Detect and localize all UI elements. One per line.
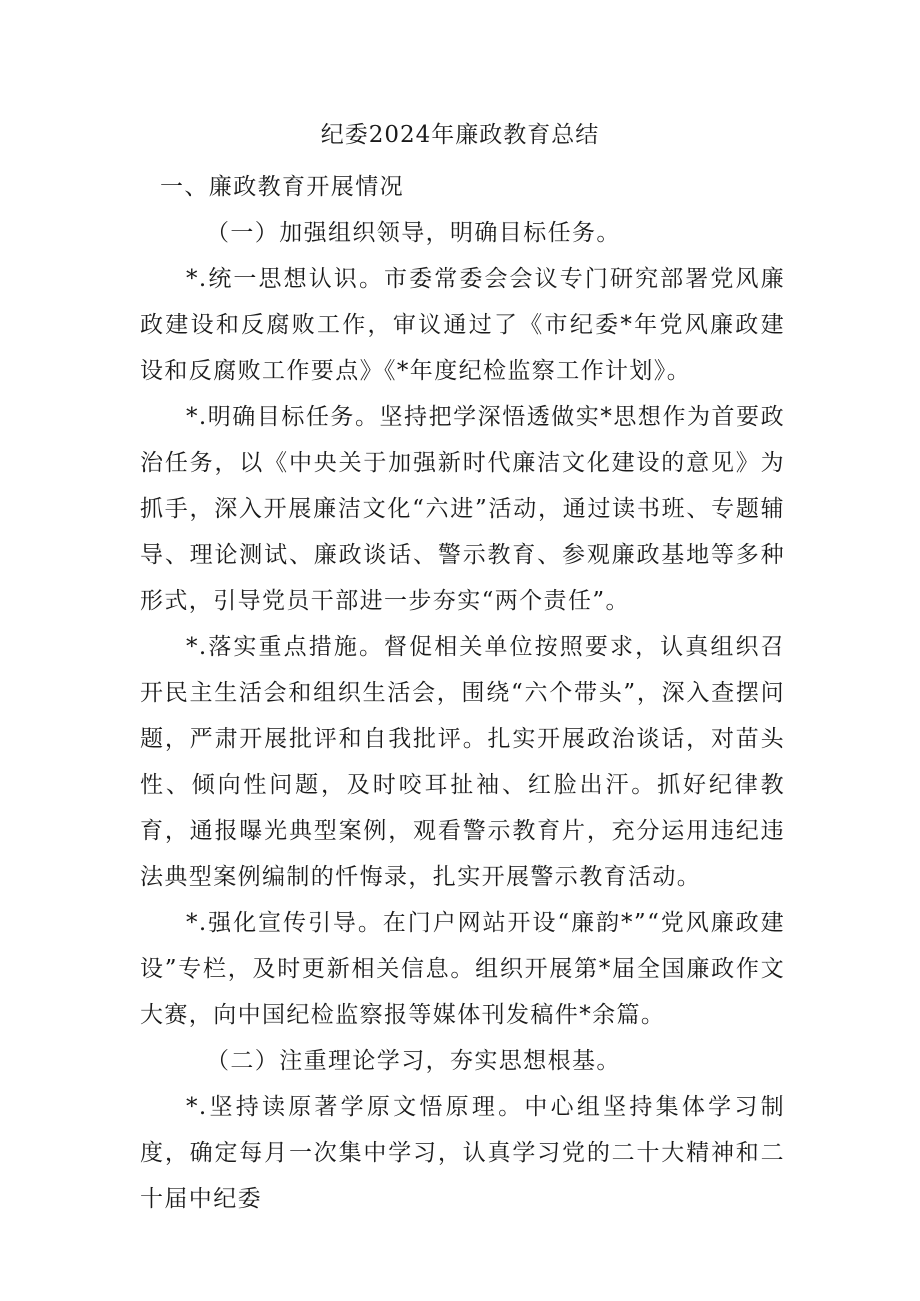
body-paragraph: *.明确目标任务。坚持把学深悟透做实*思想作为首要政治任务，以《中央关于加强新时代廉洁文化建设的意见》为抓手，深入开展廉洁文化“六进”活动，通过读书班、专题辅导、理论测试、廉政谈话、警示教育、参观廉政基地等多种形式，引导党员干部进一步夯实“两个责任”。	[140, 404, 785, 614]
body-paragraph: *.强化宣传引导。在门户网站开设“廉韵*”“党风廉政建设”专栏，及时更新相关信息。组织开展第*届全国廉政作文大赛，向中国纪检监察报等媒体刊发稿件*余篇。	[140, 910, 785, 1028]
body-paragraph: *.坚持读原著学原文悟原理。中心组坚持集体学习制度，确定每月一次集中学习，认真学习党的二十大精神和二十届中纪委	[140, 1094, 785, 1212]
body-paragraph: *.落实重点措施。督促相关单位按照要求，认真组织召开民主生活会和组织生活会，围绕“六个带头”，深入查摆问题，严肃开展批评和自我批评。扎实开展政治谈话，对苗头性、倾向性问题，及时咬耳扯袖、红脸出汗。抓好纪律教育，通报曝光典型案例，观看警示教育片，充分运用违纪违法典型案例编制的忏悔录，扎实开展警示教育活动。	[140, 634, 785, 890]
section-heading: 一、廉政教育开展情况	[160, 174, 404, 200]
subsection-heading: （二）注重理论学习，夯实思想根基。	[206, 1048, 621, 1074]
subsection-heading: （一）加强组织领导，明确目标任务。	[206, 220, 621, 246]
document-body	[140, 164, 785, 1222]
body-paragraph: *.统一思想认识。市委常委会会议专门研究部署党风廉政建设和反腐败工作，审议通过了《市纪委*年党风廉政建设和反腐败工作要点》《*年度纪检监察工作计划》。	[140, 266, 785, 384]
document-title: 纪委2024年廉政教育总结	[320, 122, 600, 148]
